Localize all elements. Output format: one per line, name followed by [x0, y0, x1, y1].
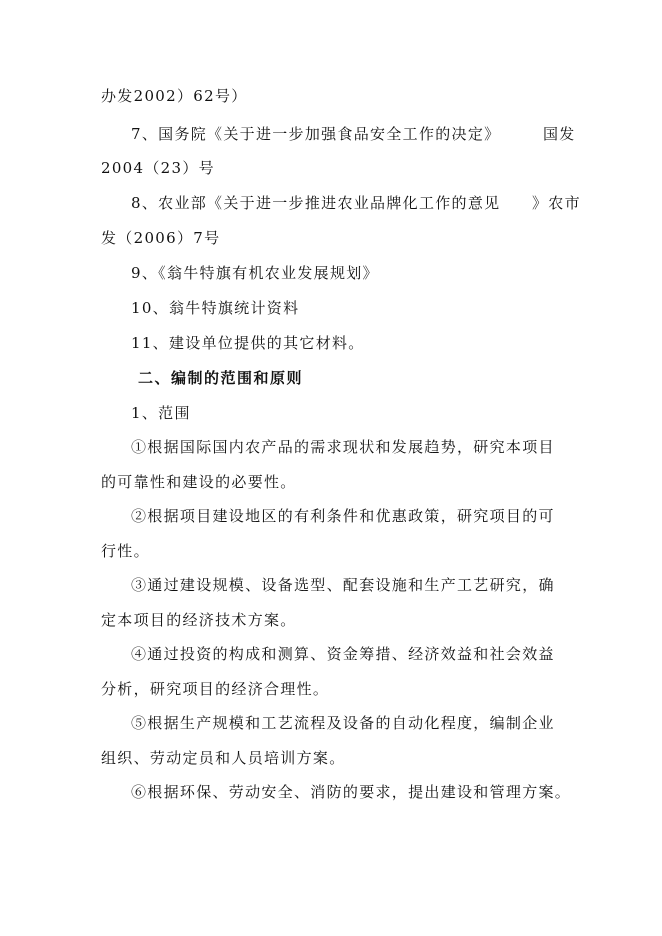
paragraph-4-line-2: 分析，研究项目的经济合理性。: [101, 680, 330, 698]
subsection-heading: 1、范围: [131, 404, 191, 422]
reference-item-8: 8、农业部《关于进一步推进农业品牌化工作的意见: [131, 194, 501, 212]
reference-item-9: 9、《翁牛特旗有机农业发展规划》: [131, 264, 379, 282]
text-line: 发（2006）7号: [101, 229, 221, 247]
reference-item-7-tail: 国发: [543, 125, 576, 143]
paragraph-1-line-1: ①根据国际国内农产品的需求现状和发展趋势，研究本项目: [131, 438, 555, 456]
paragraph-5-line-2: 组织、劳动定员和人员培训方案。: [101, 749, 346, 767]
text-line: 办发2002）62号）: [101, 87, 248, 105]
paragraph-4-line-1: ④通过投资的构成和测算、资金筹措、经济效益和社会效益: [131, 645, 555, 663]
reference-item-10: 10、翁牛特旗统计资料: [131, 299, 300, 317]
paragraph-3-line-1: ③通过建设规模、设备选型、配套设施和生产工艺研究，确: [131, 576, 555, 594]
section-heading: 二、编制的范围和原则: [138, 369, 304, 387]
paragraph-2-line-1: ②根据项目建设地区的有利条件和优惠政策，研究项目的可: [131, 507, 555, 525]
text-line: 2004（23）号: [101, 159, 215, 177]
paragraph-1-line-2: 的可靠性和建设的必要性。: [101, 473, 297, 491]
reference-item-8-tail: 》农市: [532, 194, 581, 212]
reference-item-11: 11、建设单位提供的其它材料。: [131, 334, 365, 352]
paragraph-3-line-2: 定本项目的经济技术方案。: [101, 611, 297, 629]
paragraph-6-line-1: ⑥根据环保、劳动安全、消防的要求，提出建设和管理方案。: [131, 783, 572, 801]
paragraph-2-line-2: 行性。: [101, 542, 150, 560]
paragraph-5-line-1: ⑤根据生产规模和工艺流程及设备的自动化程度，编制企业: [131, 714, 555, 732]
reference-item-7: 7、国务院《关于进一步加强食品安全工作的决定》: [131, 125, 501, 143]
